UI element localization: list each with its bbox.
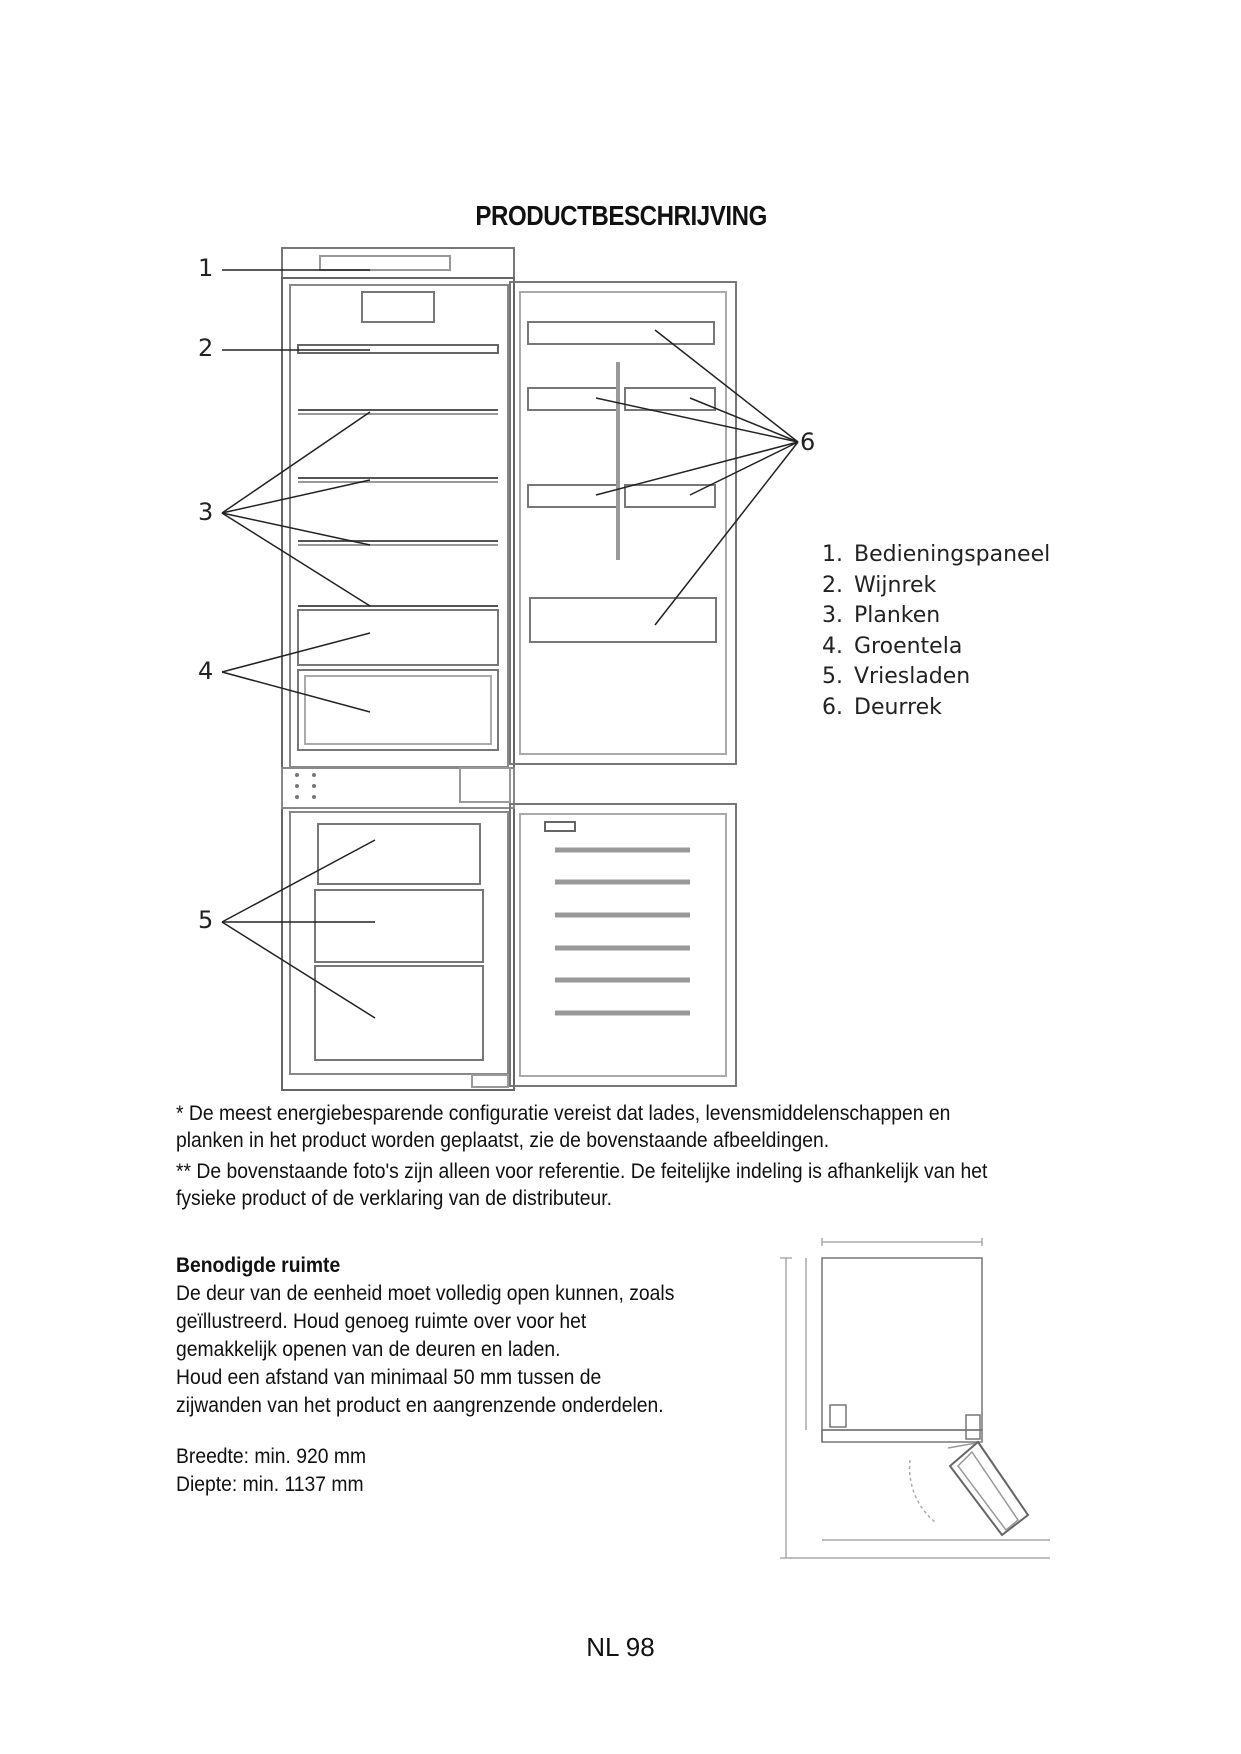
width-spec: Breedte: min. 920 mm: [176, 1445, 367, 1468]
callout-6: 6: [800, 428, 816, 456]
callout-5: 5: [198, 906, 214, 934]
legend-item: 1. Bedieningspaneel: [822, 542, 1051, 567]
callout-1: 1: [198, 254, 214, 282]
space-text-line: geïllustreerd. Houd genoeg ruimte over voor het: [176, 1310, 587, 1333]
legend-item: 3. Planken: [822, 603, 941, 628]
space-text-line: gemakkelijk openen van de deuren en laden.: [176, 1338, 561, 1361]
callout-4: 4: [198, 657, 214, 685]
page-number: NL 98: [586, 1632, 655, 1662]
space-text-line: De deur van de eenheid moet volledig open kunnen, zoals: [176, 1282, 675, 1305]
space-text-line: zijwanden van het product en aangrenzende onderdelen.: [176, 1394, 664, 1417]
legend-item: 6. Deurrek: [822, 694, 942, 720]
legend-item: 5. Vriesladen: [822, 664, 971, 689]
callout-3: 3: [198, 498, 214, 526]
required-space-section: [176, 1252, 691, 1420]
parts-legend: [822, 540, 1050, 723]
dimensions: [176, 1443, 366, 1499]
depth-spec: Diepte: min. 1137 mm: [176, 1473, 364, 1496]
note-energy: * De meest energiebesparende configuratie vereist dat lades, levensmiddelenschappen en planken in het product worden geplaatst, zie de bovenstaande afbeeldingen.: [176, 1102, 951, 1152]
legend-item: 4. Groentela: [822, 633, 963, 659]
section-heading: Benodigde ruimte: [176, 1254, 341, 1277]
note-reference: ** De bovenstaande foto's zijn alleen voor referentie. De feitelijke indeling is afhankelijk van het fysieke product of de verklaring van de distributeur.: [176, 1160, 988, 1210]
space-text-line: Houd een afstand van minimaal 50 mm tussen de: [176, 1366, 602, 1389]
page-title: PRODUCTBESCHRIJVING: [475, 200, 767, 231]
installation-diagram: [760, 1230, 1060, 1590]
legend-item: 2. Wijnrek: [822, 572, 937, 598]
callout-2: 2: [198, 334, 214, 362]
